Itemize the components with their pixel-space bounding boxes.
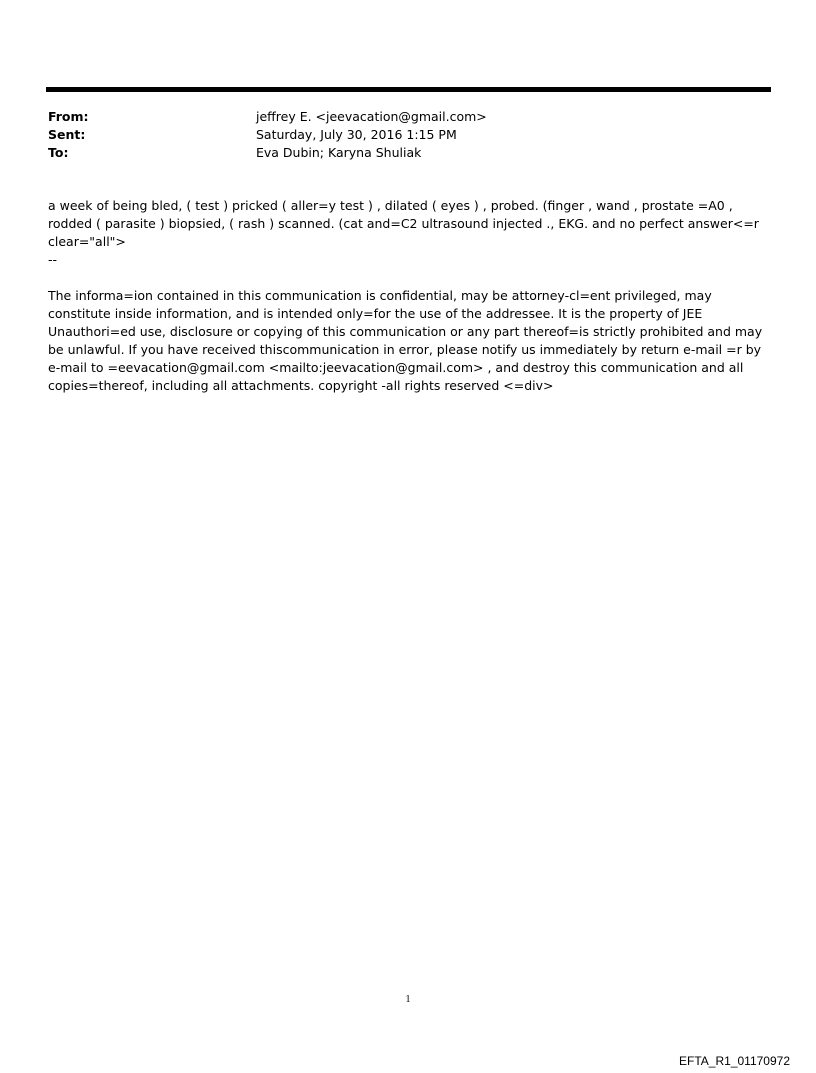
from-row	[48, 108, 768, 126]
page-number: 1	[405, 994, 411, 1005]
signature-separator: --	[48, 252, 58, 267]
email-header	[48, 108, 768, 162]
sent-label: Sent:	[48, 127, 86, 142]
sent-value: Saturday, July 30, 2016 1:15 PM	[256, 127, 457, 142]
to-label: To:	[48, 145, 69, 160]
to-row	[48, 144, 768, 162]
to-value: Eva Dubin; Karyna Shuliak	[256, 145, 422, 160]
email-body	[48, 197, 770, 269]
sent-row	[48, 126, 768, 144]
from-label: From:	[48, 109, 89, 124]
confidentiality-disclaimer: The informa=ion contained in this communication is confidential, may be attorney-cl=ent privileged, may constitute inside information, and is intended only=for the use of the addressee. It is the property of JEE Unauthori=ed use, disclosure or copying of this communication or any part thereof=is strictly prohibited and may be unlawful. If you have received thiscommunication in error, please notify us immediately by return e-mail =r by e-mail to =eevacation@gmail.com <mailto:jeevacation@gmail.com> , and destroy this communication and all copies=thereof, including all attachments. copyright -all rights reserved <=div>	[48, 288, 763, 393]
bates-number: EFTA_R1_01170972	[679, 1054, 790, 1068]
header-divider	[46, 87, 771, 92]
message-text: a week of being bled, ( test ) pricked ( aller=y test ) , dilated ( eyes ) , probed. (finger , wand , prostate =A0 , rodded ( parasite ) biopsied, ( rash ) scanned. (cat and=C2 ultrasound injected ., EKG. and no perfect answer<=r clear="all">	[48, 198, 759, 249]
from-value: jeffrey E. <jeevacation@gmail.com>	[256, 109, 487, 124]
